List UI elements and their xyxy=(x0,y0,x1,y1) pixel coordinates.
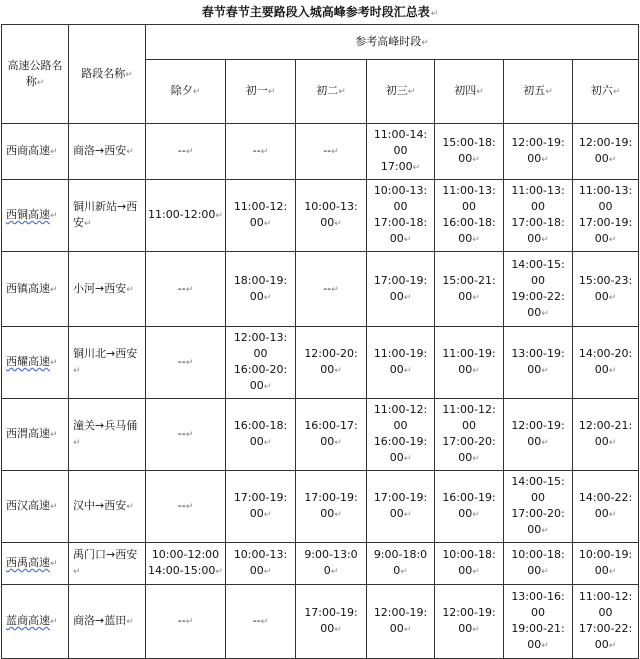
peak-time-cell: 10:00-18: 00↵ xyxy=(504,543,573,585)
header-day: 初二↵ xyxy=(296,60,367,124)
peak-time-cell: 10:00-12:00 14:00-15:00↵ xyxy=(146,543,226,585)
highway-name-cell: 西汉高速↵ xyxy=(2,471,69,543)
peak-time-cell: --↵ xyxy=(296,252,367,327)
peak-time-cell: 14:00-15: 00 17:00-20: 00↵ xyxy=(504,471,573,543)
peak-time-cell: 12:00-20: 00↵ xyxy=(296,327,367,399)
segment-name-cell: 铜川北→西安↵ xyxy=(69,327,146,399)
highway-name-cell: 西禹高速↵ xyxy=(2,543,69,585)
segment-name-cell: 潼关→兵马俑↵ xyxy=(69,399,146,471)
peak-time-cell: 17:00-19: 00↵ xyxy=(296,471,367,543)
peak-time-cell: 12:00-13: 00 16:00-20: 00↵ xyxy=(226,327,296,399)
highway-name-cell: 西渭高速↵ xyxy=(2,399,69,471)
segment-name-cell: 禹门口→西安↵ xyxy=(69,543,146,585)
peak-time-cell: 10:00-13: 00 17:00-18: 00↵ xyxy=(367,180,435,252)
peak-time-cell: 12:00-19: 00↵ xyxy=(435,585,504,659)
peak-time-cell: 14:00-22: 00↵ xyxy=(573,471,639,543)
peak-time-cell: --↵ xyxy=(146,252,226,327)
highway-name-cell: 西商高速↵ xyxy=(2,124,69,180)
table-row xyxy=(2,124,639,180)
highway-name-cell: 西耀高速↵ xyxy=(2,327,69,399)
peak-time-cell: 11:00-13: 00 17:00-18: 00↵ xyxy=(504,180,573,252)
header-peak: 参考高峰时段↵ xyxy=(146,25,639,60)
peak-time-cell: 11:00-13: 00 17:00-19: 00↵ xyxy=(573,180,639,252)
peak-time-cell: 17:00-19: 00↵ xyxy=(296,585,367,659)
table-row xyxy=(2,180,639,252)
peak-time-cell: 11:00-12:00↵ xyxy=(146,180,226,252)
peak-time-cell: 11:00-13: 00 16:00-18: 00↵ xyxy=(435,180,504,252)
peak-time-cell: --↵ xyxy=(146,471,226,543)
table-row xyxy=(2,327,639,399)
highway-name-cell: 西镇高速↵ xyxy=(2,252,69,327)
highway-name-cell: 蓝商高速↵ xyxy=(2,585,69,659)
segment-name-cell: 商洛→西安↵ xyxy=(69,124,146,180)
peak-time-cell: 10:00-18: 00↵ xyxy=(435,543,504,585)
peak-time-cell: 16:00-18: 00↵ xyxy=(226,399,296,471)
peak-time-cell: 12:00-21: 00↵ xyxy=(573,399,639,471)
peak-time-cell: 11:00-19: 00↵ xyxy=(435,327,504,399)
peak-time-cell: 15:00-21: 00↵ xyxy=(435,252,504,327)
peak-time-cell: 11:00-12: 00↵ xyxy=(226,180,296,252)
peak-time-cell: 17:00-19: 00↵ xyxy=(367,252,435,327)
peak-hours-table xyxy=(1,24,639,659)
peak-time-cell: 15:00-18: 00↵ xyxy=(435,124,504,180)
table-row xyxy=(2,252,639,327)
header-day: 初四↵ xyxy=(435,60,504,124)
segment-name-cell: 汉中→西安↵ xyxy=(69,471,146,543)
peak-time-cell: --↵ xyxy=(226,585,296,659)
peak-time-cell: 16:00-19: 00↵ xyxy=(435,471,504,543)
peak-time-cell: 9:00-13:0 0↵ xyxy=(296,543,367,585)
peak-time-cell: 12:00-19: 00↵ xyxy=(573,124,639,180)
header-day: 初三↵ xyxy=(367,60,435,124)
peak-time-cell: 13:00-16: 00 19:00-21: 00↵ xyxy=(504,585,573,659)
peak-time-cell: --↵ xyxy=(226,124,296,180)
peak-time-cell: 12:00-19: 00↵ xyxy=(504,124,573,180)
peak-time-cell: 12:00-19: 00↵ xyxy=(367,585,435,659)
peak-time-cell: 15:00-23: 00↵ xyxy=(573,252,639,327)
header-day: 初六↵ xyxy=(573,60,639,124)
header-highway: 高速公路名称↵ xyxy=(2,25,69,124)
segment-name-cell: 小河→西安↵ xyxy=(69,252,146,327)
header-segment: 路段名称↵ xyxy=(69,25,146,124)
peak-time-cell: 10:00-13: 00↵ xyxy=(226,543,296,585)
header-day: 初一↵ xyxy=(226,60,296,124)
segment-name-cell: 铜川新站→西安↵ xyxy=(69,180,146,252)
header-day: 初五↵ xyxy=(504,60,573,124)
peak-time-cell: 9:00-18:0 0↵ xyxy=(367,543,435,585)
peak-time-cell: 11:00-14: 00 17:00↵ xyxy=(367,124,435,180)
peak-time-cell: 18:00-19: 00↵ xyxy=(226,252,296,327)
highway-name-cell: 西铜高速↵ xyxy=(2,180,69,252)
table-row xyxy=(2,585,639,659)
page-title: 春节春节主要路段入城高峰参考时段汇总表↵ xyxy=(201,5,439,19)
peak-time-cell: 17:00-19: 00↵ xyxy=(367,471,435,543)
peak-time-cell: --↵ xyxy=(296,124,367,180)
segment-name-cell: 商洛→蓝田↵ xyxy=(69,585,146,659)
peak-time-cell: 11:00-12: 00 16:00-19: 00↵ xyxy=(367,399,435,471)
peak-time-cell: 17:00-19: 00↵ xyxy=(226,471,296,543)
peak-time-cell: 10:00-13: 00↵ xyxy=(296,180,367,252)
peak-time-cell: 11:00-19: 00↵ xyxy=(367,327,435,399)
peak-time-cell: 14:00-20: 00↵ xyxy=(573,327,639,399)
peak-time-cell: 10:00-19: 00↵ xyxy=(573,543,639,585)
peak-time-cell: 11:00-12: 00 17:00-20: 00↵ xyxy=(435,399,504,471)
table-row xyxy=(2,543,639,585)
peak-time-cell: --↵ xyxy=(146,585,226,659)
peak-time-cell: --↵ xyxy=(146,399,226,471)
peak-time-cell: 12:00-19: 00↵ xyxy=(504,399,573,471)
peak-time-cell: 14:00-15: 00 19:00-22: 00↵ xyxy=(504,252,573,327)
peak-time-cell: --↵ xyxy=(146,124,226,180)
header-day: 除夕↵ xyxy=(146,60,226,124)
peak-time-cell: 16:00-17: 00↵ xyxy=(296,399,367,471)
peak-time-cell: --↵ xyxy=(146,327,226,399)
table-row xyxy=(2,471,639,543)
table-row xyxy=(2,399,639,471)
peak-time-cell: 13:00-19: 00↵ xyxy=(504,327,573,399)
peak-time-cell: 11:00-12: 00 17:00-22: 00↵ xyxy=(573,585,639,659)
